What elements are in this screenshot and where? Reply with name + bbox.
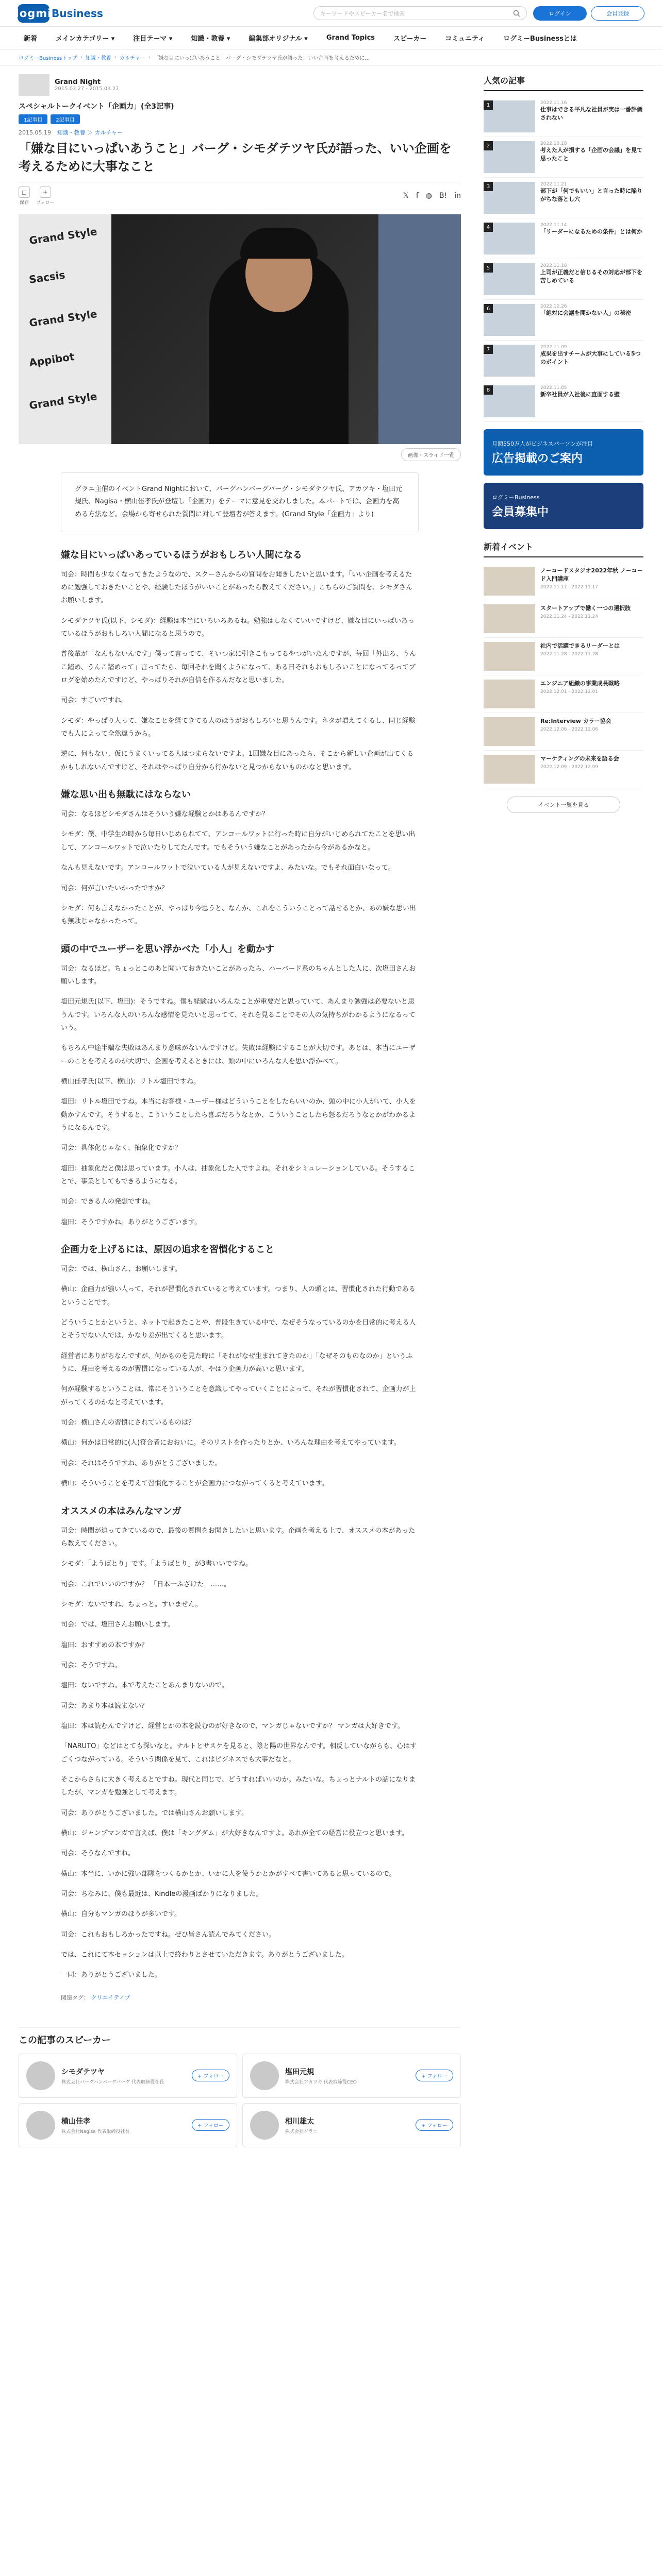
popular-item[interactable]	[484, 218, 643, 259]
event-item[interactable]	[484, 713, 643, 751]
event-item-date: 2022.12.06 - 2022.12.06	[540, 726, 599, 732]
speaker-role: 株式会社バーグハンバーグバーグ 代表取締役社長	[61, 2079, 164, 2085]
related-tag[interactable]: クリエイティブ	[91, 1994, 130, 2001]
paragraph: 横山：企画力が強い人って、それが習慣化されていると考えています。つまり、人の頭とは、習慣化された行動であるということです。	[61, 1285, 416, 1307]
speaker-name: 塩田元規	[285, 2067, 314, 2076]
paragraph: シモダ：僕、中学生の時から毎日いじめられてて、アンコールワットに行った時に自分がいじめられてたことを思い出して、アンコールワットで泣いたりしてたんです。でもそういう嫌なことがあったから今があるかなと。	[61, 831, 416, 852]
series-title[interactable]: スペシャルトークイベント「企画力」(全3記事)	[19, 103, 174, 111]
member-banner-title: 会員募集中	[492, 505, 549, 519]
nav-item-about[interactable]: ログミーBusinessとは	[503, 35, 577, 43]
popular-date: 2022.11.09	[540, 345, 567, 350]
paragraph: どういうことかというと、ネットで起きたことや、普段生きている中で、なぜそうなっているのかを日常的に考える人とそうでない人では、かなり差が出てくると思います。	[61, 1319, 416, 1340]
logo-sub: Business	[52, 7, 103, 20]
backdrop-logo-text: Grand Style	[28, 225, 98, 247]
search-icon[interactable]	[513, 10, 520, 17]
sidebar	[484, 66, 643, 2147]
hatena-share-icon[interactable]: B!	[439, 192, 448, 200]
paragraph: 司会：具体化じゃなく、抽象化ですか？	[61, 1144, 181, 1153]
nav-item-original[interactable]: 編集部オリジナル ▾	[249, 35, 308, 43]
paragraph: 塩田元規氏(以下、塩田)：そうですね。僕も経験はいろんなことが重要だと思っていて、あんまり勉強は必要ないと思うんです。いろんな人のいろんな感情を見たいと思ってて、それを見ることでその人の気持ちがわかるようになるっていう。	[61, 998, 416, 1032]
paragraph: では、これにて本セッションは以上で終わりとさせていただきます。ありがとうございました。	[61, 1951, 349, 1959]
backdrop-logo-text: Sacsis	[28, 268, 66, 286]
event-item-date: 2022.12.09 - 2022.12.09	[540, 764, 599, 770]
follow-speaker-button[interactable]: + フォロー	[192, 2070, 229, 2081]
paragraph: 横山：何かは日常的に(人)符合者におおいに。そのリストを作ったりとか、いろんな理由を考えてやっています。	[61, 1439, 401, 1447]
member-banner[interactable]	[484, 483, 643, 529]
paragraph: なんも見えないです。アンコールワットで泣いている人が見えないですよ、みたいな。でもそれ面白いなって。	[61, 864, 395, 872]
popular-date: 2022.11.16	[540, 100, 567, 106]
popular-title: 部下が「何でもいい」と言った時に陥りがちな落とし穴	[540, 188, 642, 202]
paragraph: シモダ：何も言えなかったことが、やっぱり今思うと、なんか、これをこういうことって話せるとか、あの嫌な思い出も無駄じゃなかったって。	[61, 904, 416, 926]
speakers-heading: この記事のスピーカー	[19, 2027, 461, 2046]
nav-item-grand-topics[interactable]: Grand Topics	[326, 34, 375, 42]
event-item-date: 2022.11.17 - 2022.11.17	[540, 584, 599, 590]
bookmark-icon: ◻	[19, 187, 30, 198]
paragraph: 横山：自分もマンガのほうが多いです。	[61, 1910, 181, 1919]
paragraph: 司会：ちなみに、僕も最近は、Kindleの漫画ばかりになりました。	[61, 1890, 263, 1899]
popular-item[interactable]	[484, 381, 643, 422]
speaker-card[interactable]	[242, 2103, 461, 2147]
paragraph: 「NARUTO」などはとても深いなと。ナルトとサスケを見ると、陰と陽の世界なんです。相反していながらも、心はすごくつながっている。そういう関係を見て、これはビジネスでも大事だなと。	[61, 1742, 417, 1764]
related-tags-label: 関連タグ：	[61, 1994, 89, 2001]
paragraph: 司会：横山さんの習慣にされているものは？	[61, 1419, 195, 1427]
line-share-icon[interactable]: ◍	[425, 192, 433, 200]
paragraph: 司会：では、塩田さんお願いします。	[61, 1621, 174, 1629]
paragraph: 司会：時間が迫ってきているので、最後の質問をお聞きしたいと思います。企画を考える上で、オススメの本があったら教えてください。	[61, 1527, 416, 1548]
follow-icon: +	[40, 187, 51, 198]
article-body	[19, 548, 461, 2002]
follow-label: フォロー	[36, 200, 55, 206]
paragraph: 塩田：ないですね。本で考えたことあんまりないので。	[61, 1682, 228, 1690]
series-tags	[19, 114, 461, 124]
rank-number: 1	[484, 100, 493, 110]
breadcrumb-current: 「嫌な目にいっぱいあうこと」バーグ・シモダテツヤ氏が語った、いい企画を考えるために...	[153, 56, 370, 61]
search-placeholder: キーワードやスピーカー名で検索	[320, 10, 405, 17]
event-info[interactable]	[19, 74, 461, 96]
paragraph: 司会：なるほど。ちょっとこのあと聞いておきたいことがあったら、ハーバード系のちゃんとした人に、次塩田さんお願いします。	[61, 964, 416, 986]
rank-number: 5	[484, 263, 493, 273]
event-item-thumbnail	[484, 604, 535, 633]
section-heading: 企画力を上げるには、原因の追求を習慣化すること	[61, 1244, 274, 1256]
login-button[interactable]: ログイン	[533, 6, 587, 21]
paragraph: 司会：では、横山さん、お願いします。	[61, 1265, 181, 1274]
event-item-thumbnail	[484, 755, 535, 784]
follow-speaker-button[interactable]: + フォロー	[416, 2119, 453, 2131]
ad-banner[interactable]	[484, 429, 643, 476]
popular-date: 2022.10.26	[540, 304, 567, 309]
backdrop-right	[378, 214, 461, 444]
popular-thumbnail	[484, 304, 535, 336]
popular-date: 2022.11.18	[540, 263, 567, 268]
rank-number: 6	[484, 304, 493, 313]
popular-title: 新卒社員が入社後に直面する壁	[540, 391, 620, 398]
popular-title: 仕事はできる平凡な社員が実は一番評価されない	[540, 106, 642, 121]
events-heading: 新着イベント	[484, 540, 643, 557]
article-date: 2015.05.19	[19, 129, 51, 136]
event-item-date: 2022.12.01 - 2022.12.01	[540, 689, 599, 694]
popular-thumbnail	[484, 345, 535, 377]
nav-item-new[interactable]: 新着	[24, 35, 38, 43]
share-buttons	[403, 192, 461, 200]
speaker-name: シモダテツヤ	[61, 2067, 105, 2076]
popular-thumbnail	[484, 223, 535, 255]
event-item[interactable]	[484, 751, 643, 788]
popular-title: 上司が正義だと信じるその対応が部下を苦しめている	[540, 269, 642, 284]
section-heading: 嫌な思い出も無駄にはならない	[61, 789, 191, 801]
register-button[interactable]: 会員登録	[591, 6, 644, 21]
event-item-thumbnail	[484, 717, 535, 746]
popular-thumbnail	[484, 141, 535, 173]
paragraph: シモダテツヤ氏(以下、シモダ)：経験は本当にいろいろあるね。勉強はしなくていいですけど、嫌な目にいっぱいあっているほうがおもしろい人間になると思うので。	[61, 617, 415, 638]
popular-date: 2022.10.18	[540, 141, 567, 146]
breadcrumb-item[interactable]: 知識・教養	[85, 56, 111, 61]
paragraph: 塩田：そうですかね。ありがとうございます。	[61, 1218, 201, 1226]
popular-item[interactable]	[484, 300, 643, 341]
backdrop-logo-text: Grand Style	[28, 307, 98, 329]
article-actions	[19, 182, 461, 210]
nav-item-knowledge[interactable]: 知識・教養 ▾	[191, 35, 230, 43]
paragraph: 司会：これでいいのですか？ 「日本一ふざけた」……。	[61, 1580, 231, 1588]
event-item-title: ノーコードスタジオ2022年秋 ノーコード入門講座	[540, 567, 643, 582]
paragraph: 経営者にありがちなんですが、何かものを見た時に「それがなぜ生まれてきたのか」「なぜそのものなのか」というふうに、理由を考えるのが習慣になっている人が、やはり企画力が高いと思います。	[61, 1352, 413, 1374]
member-banner-subtitle: ログミーBusiness	[492, 494, 540, 501]
paragraph: 何が経験するということは、常にそういうことを意識してやっていくことによって、それが習慣化されて、企画力が上がってくるのかなと考えています。	[61, 1385, 416, 1406]
breadcrumb-separator: ›	[148, 55, 151, 60]
paragraph: もちろん中途半端な失敗はあんまり意味がないんですけど。失敗は経験にすることが大切です。あとは、本当にユーザーのことを考えるのが大切で、企画を考えるときには、頭の中にいろんな人を思い浮かべて。	[61, 1044, 416, 1065]
speaker-card[interactable]	[19, 2103, 237, 2147]
event-item[interactable]	[484, 600, 643, 638]
breadcrumb-item[interactable]: ログミーBusinessトップ	[19, 56, 77, 61]
search-input[interactable]	[313, 6, 527, 20]
paragraph: 司会：そうなんですね。	[61, 1850, 135, 1858]
popular-date: 2022.11.21	[540, 182, 567, 187]
event-item-title: スタートアップで働く一つの選択肢	[540, 605, 631, 612]
popular-date: 2022.11.05	[540, 385, 567, 391]
event-item[interactable]	[484, 563, 643, 600]
backdrop-logo-text: Appibot	[28, 350, 75, 369]
nav-item-speakers[interactable]: スピーカー	[393, 35, 427, 43]
series-tag[interactable]: 1記事目	[19, 114, 47, 124]
breadcrumb-item[interactable]: カルチャー	[119, 56, 145, 61]
x-share-icon[interactable]: 𝕏	[403, 192, 409, 200]
paragraph: 司会：これもおもしろかったですね。ぜひ皆さん読んでみてください。	[61, 1930, 276, 1939]
logo-mark: logmi	[18, 4, 49, 23]
ad-banner-subtitle: 月額550万人がビジネスパーソンが注目	[492, 440, 593, 447]
page-title: 「嫌な目にいっぱいあうこと」バーグ・シモダテツヤ氏が語った、いい企画を考えるために大事なこと	[19, 141, 452, 174]
slides-link	[19, 448, 461, 461]
event-item-title: マーケティングの未来を語る会	[540, 755, 619, 762]
breadcrumb-separator: ›	[80, 55, 82, 60]
follow-button[interactable]	[36, 187, 55, 206]
speakers-grid	[19, 2054, 461, 2147]
facebook-share-icon[interactable]: f	[416, 192, 419, 200]
paragraph: 司会：それはそうですね、ありがとうございました。	[61, 1459, 222, 1467]
site-header	[0, 0, 662, 27]
section-heading: 頭の中でユーザーを思い浮かべた「小人」を動かす	[61, 943, 274, 955]
paragraph: 司会：そうですね。	[61, 1661, 122, 1669]
more-events-button[interactable]: イベント一覧を見る	[507, 796, 620, 813]
popular-title: 「絶対に会議を開かない人」の秘密	[540, 310, 631, 316]
paragraph: シモダ：ないですね、ちょっと。すいません。	[61, 1600, 202, 1608]
popular-title: 考えた人が損する「企画の会議」を見て思ったこと	[540, 147, 642, 162]
paragraph: 司会：時間も少なくなってきたようなので、スクーさんからの質問をお聞きしたいと思います。「いい企画を考えるために勉強しておきたいことや、経験したほうがいいことがあったら教えてください。」こちらのご質問を、シモダさんお願いします。	[61, 570, 413, 605]
paragraph: 横山：本当に、いかに強い部隊をつくるかとか、いかに人を使うかとかがすべて書いてあると思っているので。	[61, 1870, 396, 1878]
paragraph: 司会：すごいですね。	[61, 697, 128, 705]
event-item-title: 社内で活躍できるリーダーとは	[540, 642, 620, 649]
paragraph: 普後輩が「なんもないんです」僕って言ってて、そいつ家に引きこもってるやつがいたんですが、毎回「外出ろ、うんこ踏め、うんこ踏めって」言ってたら、毎回それを聞くようになって、ある日それもおもしろいことになってるってブログを始めたんですけど、やっぱりそれが自信を作るんだなと思いました。	[61, 650, 416, 685]
event-item[interactable]	[484, 638, 643, 675]
backdrop-logo-text: Grand Style	[28, 389, 98, 412]
popular-heading: 人気の記事	[484, 74, 643, 91]
speaker-name: 横山佳孝	[61, 2117, 90, 2126]
speaker-card[interactable]	[19, 2054, 237, 2098]
breadcrumb-separator: ›	[114, 55, 117, 60]
speaker-role: 株式会社アカツキ 代表取締役CEO	[285, 2079, 357, 2085]
rank-number: 2	[484, 141, 493, 150]
event-item-title: Re:Interview カラー協会	[540, 718, 611, 724]
paragraph: 塩田：リトル塩田ですね。本当にお客様・ユーザー様はどういうことをしたらいいのか、頭の中に小人がいて、小人を動かすんです。そうすると、こういうことしたら喜ぶだろうなとか、こういうことしたら怒るだろうなとかがわかるようになるんです。	[61, 1098, 416, 1132]
popular-thumbnail	[484, 385, 535, 417]
paragraph: 一同：ありがとうございました。	[61, 1971, 162, 1979]
paragraph: 横山：そういうことを考えて習慣化することが企画力につながってくると考えています。	[61, 1480, 328, 1488]
article-meta	[19, 128, 461, 137]
popular-title: 「リーダーになるための条件」とは何か	[540, 228, 642, 235]
event-item-thumbnail	[484, 642, 535, 671]
article-categories[interactable]: 知識・教養 ＞ カルチャー	[57, 129, 123, 136]
paragraph: 司会：何が言いたいかったですか？	[61, 884, 169, 892]
paragraph: 司会：ありがとうございました。では横山さんお願いします。	[61, 1809, 248, 1817]
popular-item[interactable]	[484, 178, 643, 218]
popular-title: 成果を出すチームが大事にしている5つのポイント	[540, 350, 641, 365]
popular-item[interactable]	[484, 96, 643, 137]
avatar	[26, 2111, 55, 2140]
speaker-hat	[240, 228, 318, 259]
paragraph: 司会：なるほどシモダさんはそういう嫌な経験とかはあるんですか？	[61, 810, 269, 819]
event-item[interactable]	[484, 675, 643, 713]
avatar	[250, 2061, 279, 2090]
paragraph: 塩田：本は読むんですけど、経営とかの本を読むのが好きなので、マンガじゃないですか？ マンガは大好きです。	[61, 1722, 404, 1730]
rank-number: 3	[484, 182, 493, 191]
avatar	[26, 2061, 55, 2090]
event-thumbnail	[19, 74, 49, 96]
nav-item-main-category[interactable]: メインカテゴリー ▾	[56, 35, 115, 43]
event-name: Grand Night	[55, 78, 101, 86]
event-date: 2015.03.27 - 2015.03.27	[55, 86, 119, 92]
rank-number: 8	[484, 385, 493, 395]
rank-number: 4	[484, 223, 493, 232]
event-item-thumbnail	[484, 680, 535, 708]
paragraph: 塩田：抽象化だと僕は思っています。小人は、抽象化した人ですよね。それをシミュレーションしている。そうすることで、事業としてもできるようになる。	[61, 1164, 416, 1185]
nav-item-featured-themes[interactable]: 注目テーマ ▾	[133, 35, 173, 43]
section-heading: オススメの本はみんなマンガ	[61, 1505, 181, 1517]
linkedin-share-icon[interactable]: in	[454, 192, 461, 200]
main-nav	[0, 27, 662, 49]
section-heading: 嫌な目にいっぱいあっているほうがおもしろい人間になる	[61, 549, 302, 561]
speaker-role: 株式会社Nagisa 代表取締役社長	[61, 2129, 130, 2134]
related-tags	[61, 1993, 419, 2002]
popular-thumbnail	[484, 100, 535, 132]
event-item-title: エンジニア組織の事業成長戦略	[540, 680, 620, 687]
popular-item[interactable]	[484, 341, 643, 381]
paragraph: 司会：あまり本は読まない？	[61, 1702, 148, 1710]
paragraph: 司会：できる人の発想ですね。	[61, 1198, 155, 1206]
paragraph: 横山佳孝氏(以下、横山)：リトル塩田ですね。	[61, 1077, 201, 1086]
follow-speaker-button[interactable]: + フォロー	[192, 2119, 229, 2131]
event-item-date: 2022.11.28 - 2022.11.28	[540, 651, 599, 657]
popular-thumbnail	[484, 263, 535, 295]
site-logo[interactable]	[15, 4, 103, 23]
backdrop-panel	[19, 214, 111, 444]
speaker-card[interactable]	[242, 2054, 461, 2098]
save-button[interactable]	[19, 187, 30, 206]
article-photo[interactable]	[19, 214, 461, 444]
paragraph: 逆に、何もない、仮にうまくいってる人はつまらないですよ。1回嫌な目にあったら、そこから新しい企画が出てくるかもしれないんですけど、それはやっぱり自分から行かないと見つからないものかなと思います。	[61, 750, 414, 771]
page-body	[0, 66, 662, 2147]
popular-item[interactable]	[484, 137, 643, 178]
rank-number: 7	[484, 345, 493, 354]
ad-banner-title: 広告掲載のご案内	[492, 452, 583, 465]
series-tag[interactable]: 2記事目	[51, 114, 79, 124]
save-label: 保存	[19, 200, 29, 206]
paragraph: シモダ：「ようばとり」です。「ようばとり」が3書いいですね。	[61, 1560, 253, 1568]
event-item-thumbnail	[484, 567, 535, 596]
popular-thumbnail	[484, 182, 535, 214]
nav-item-community[interactable]: コミュニティ	[445, 35, 485, 43]
event-item-date: 2022.11.24 - 2022.11.24	[540, 614, 599, 619]
avatar	[250, 2111, 279, 2140]
article-main	[19, 66, 461, 2147]
popular-date: 2022.11.14	[540, 223, 567, 228]
popular-item[interactable]	[484, 259, 643, 300]
article-lead: グラニ主催のイベントGrand Nightにおいて、バーグハンバーグバーグ・シモダテツヤ氏、アカツキ・塩田元規氏、Nagisa・横山佳孝氏が登壇し「企画力」をテーマに意見を交わしました。本パートでは、企画力を高める方法など。会場から寄せられた質問に対して登壇者が答えます。(Grand Style「企画力」より)	[61, 472, 419, 532]
speaker-name: 相川雄太	[285, 2117, 314, 2126]
paragraph: そこからさらに大きく考えるとですね。現代と同じで、どうすればいいのか。みたいな。ちょっとナルトの話になりましたが、マンガを勉強として考えます。	[61, 1775, 416, 1797]
paragraph: 塩田：おすすめの本ですか？	[61, 1641, 148, 1649]
paragraph: 横山：ジャンプマンガで言えば、僕は「キングダム」が大好きなんですよ。あれが全ての経営に役立つと思います。	[61, 1829, 409, 1837]
slides-button[interactable]: 画像・スライド一覧	[401, 448, 461, 461]
speaker-role: 株式会社グラニ	[285, 2129, 318, 2134]
paragraph: シモダ：やっぱり人って、嫌なことを経てきてる人のほうがおもしろいと思うんです。ネタが増えてくるし、同じ経験でも人によって全然違うから。	[61, 717, 416, 738]
follow-speaker-button[interactable]: + フォロー	[416, 2070, 453, 2081]
breadcrumb	[0, 49, 662, 66]
